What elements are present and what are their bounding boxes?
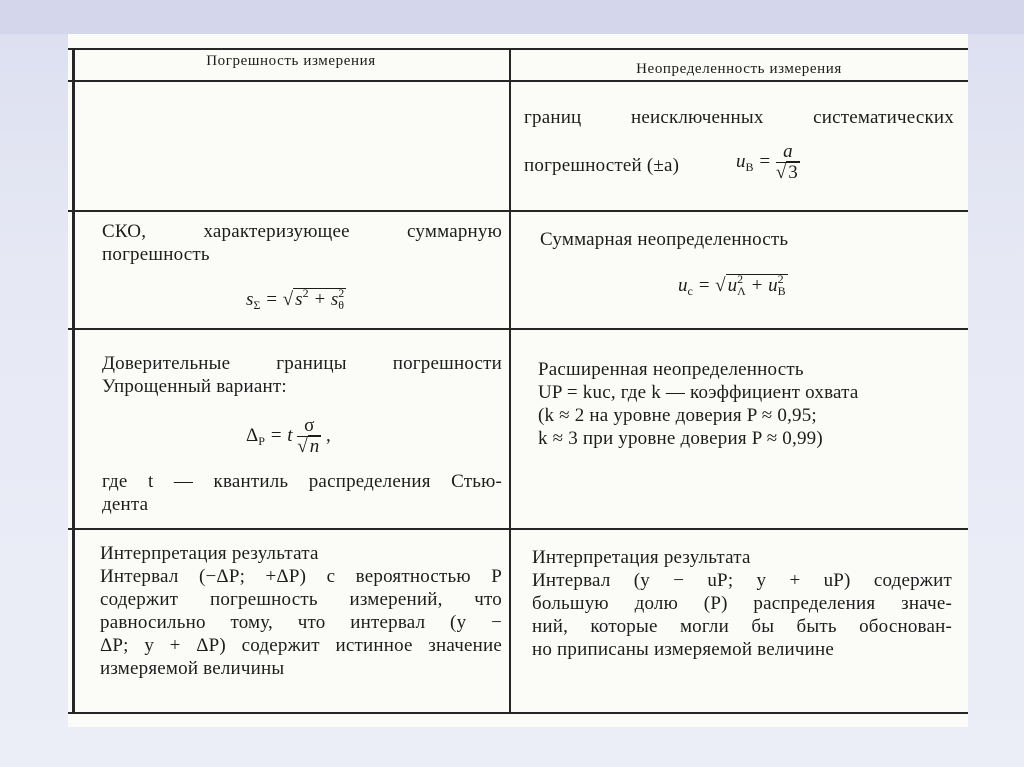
row3-error-line: Упрощенный вариант: [102, 376, 287, 397]
row4-uncertainty-line: большую долю (P) распределения значе- [532, 593, 952, 614]
row4-error-line: ΔP; y + ΔP) содержит истинное значение [100, 635, 502, 656]
scanned-table [68, 34, 968, 727]
row2-error-line: СКО, характеризующее суммарную [102, 221, 502, 242]
row3-error-formula: $\Delta_P = t$ $\frac{\sigma}{√ n}$ , [246, 415, 331, 457]
row1-uncertainty-formula: $u_B$ = $\frac{a}{√ 3}$ [736, 141, 798, 183]
row2-uncertainty-cell [540, 228, 950, 251]
row3-error-tail-cell [102, 470, 502, 516]
header-error [80, 50, 502, 73]
row3-uncertainty-line: (k ≈ 2 на уровне доверия P ≈ 0,95; [538, 405, 817, 426]
header-error-label: Погрешность измерения [206, 53, 376, 69]
row2-error-line: погрешность [102, 244, 210, 265]
row4-uncertainty-line: ний, которые могли бы быть обоснован- [532, 616, 952, 637]
row1-uncertainty-cell-2 [524, 154, 714, 177]
row4-error-line: содержит погрешность измерений, что [100, 589, 502, 610]
row4-error-line: Интерпретация результата [100, 543, 319, 564]
row3-uncertainty-line: k ≈ 3 при уровне доверия P ≈ 0,99) [538, 428, 823, 449]
row4-error-line: измеряемой величины [100, 658, 285, 679]
row3-error-cell [102, 352, 502, 398]
row2-uncertainty-formula: $u_c$ = √ $u^2_\Lambda + u^2_B$ [678, 272, 786, 298]
row4-error-line: Интервал (−ΔP; +ΔP) с вероятностью P [100, 566, 502, 587]
header-uncertainty-label: Неопределенность измерения [636, 61, 842, 77]
row2-bottom-border [68, 328, 968, 330]
row4-uncertainty-line: но приписаны измеряемой величине [532, 639, 835, 660]
row3-bottom-border [68, 528, 968, 530]
row2-error-formula: $s_\Sigma$ = √ $s^2 + s^2_\theta$ [246, 286, 345, 312]
table-left-border [72, 48, 75, 714]
table-bottom-border [68, 712, 968, 714]
row4-error-line: равносильно тому, что интервал (y − [100, 612, 502, 633]
row1-uncertainty-cell [524, 106, 954, 129]
row1-uncertainty-line: границ неисключенных систематических [524, 107, 954, 128]
row4-error-cell [100, 542, 502, 680]
row4-uncertainty-line: Интерпретация результата [532, 547, 751, 568]
row4-uncertainty-line: Интервал (y − uP; y + uP) содержит [532, 570, 952, 591]
row3-error-line: Доверительные границы погрешности [102, 353, 502, 374]
row3-uncertainty-cell [538, 358, 954, 450]
row2-uncertainty-line: Суммарная неопределенность [540, 229, 789, 250]
column-divider [509, 48, 511, 714]
row3-error-tail-line: где t — квантиль распределения Стью- [102, 471, 502, 492]
row3-error-tail-line: дента [102, 494, 149, 515]
row1-bottom-border [68, 210, 968, 212]
row3-uncertainty-line: Расширенная неопределенность [538, 359, 804, 380]
row4-uncertainty-cell [532, 546, 952, 661]
row1-uncertainty-line: погрешностей (±a) [524, 155, 680, 176]
row2-error-cell [102, 220, 502, 266]
header-uncertainty [514, 58, 964, 81]
row3-uncertainty-line: UP = kuc, где k — коэффициент охвата [538, 382, 859, 403]
